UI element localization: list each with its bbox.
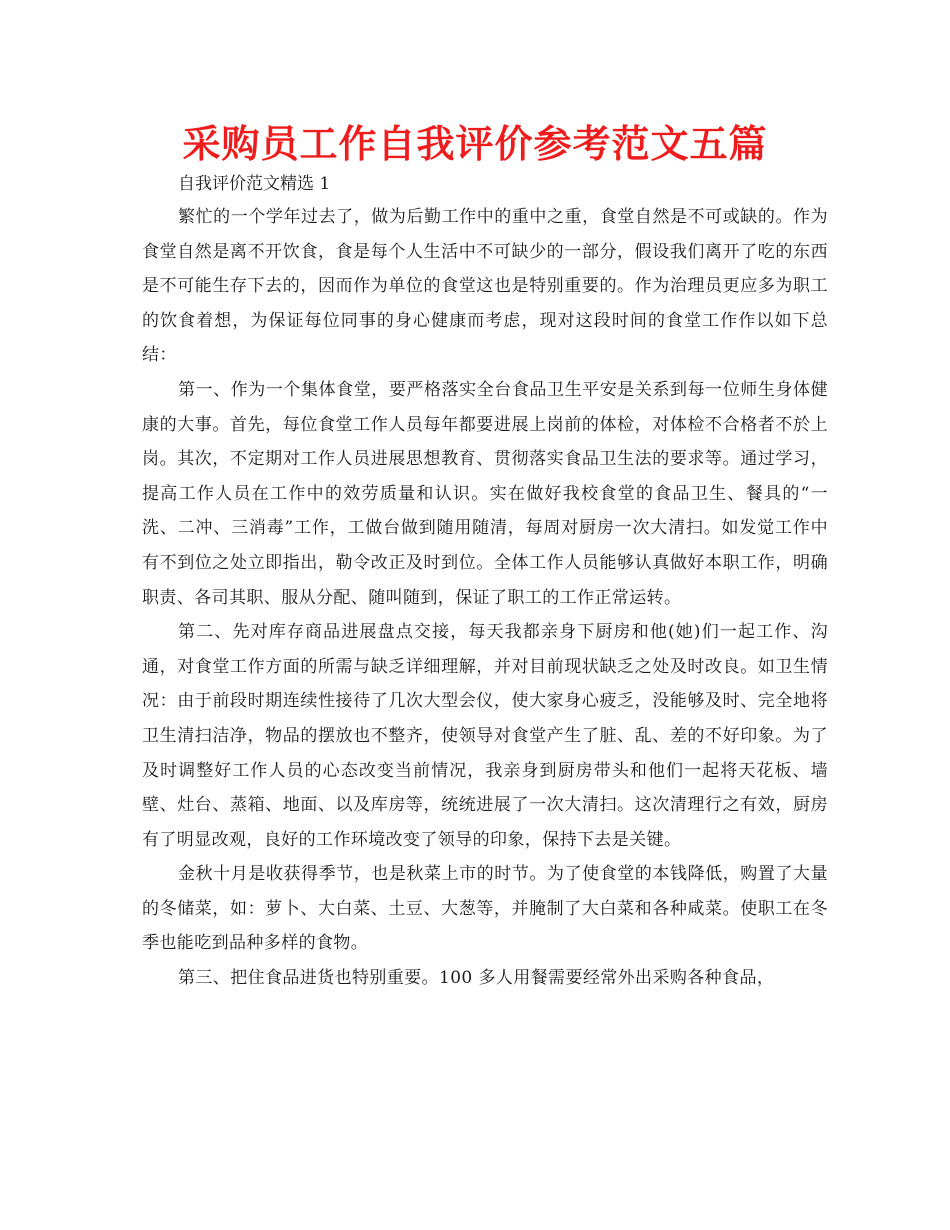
paragraph-second: 第二、先对库存商品进展盘点交接，每天我都亲身下厨房和他(她)们一起工作、沟通，对食堂工作方面的所需与缺乏详细理解，并对目前现状缺乏之处及时改良。如卫生情况：由于前段时期连续性接待了几次大型会仪，使大家身心疲乏，没能够及时、完全地将卫生清扫洁净，物品的摆放也不整齐，使领导对食堂产生了脏、乱、差的不好印象。为了及时调整好工作人员的心态改变当前情况，我亲身到厨房带头和他们一起将天花板、墙壁、灶台、蒸箱、地面、以及库房等，统统进展了一次大清扫。这次清理行之有效，厨房有了明显改观，良好的工作环境改变了领导的印象，保持下去是关键。 — [142, 622, 828, 850]
document-subtitle: 自我评价范文精选 1 — [178, 174, 331, 194]
paragraph-third: 第三、把住食品进货也特别重要。100 多人用餐需要经常外出采购各种食品， — [178, 968, 775, 989]
paragraph-intro: 繁忙的一个学年过去了，做为后勤工作中的重中之重，食堂自然是不可或缺的。作为食堂自然是离不开饮食，食是每个人生活中不可缺少的一部分，假设我们离开了吃的东西是不可能生存下去的，因而作为单位的食堂这也是特别重要的。作为治理员更应多为职工的饮食着想，为保证每位同事的身心健康而考虑，现对这段时间的食堂工作作以如下总结： — [142, 207, 828, 366]
paragraph-autumn: 金秋十月是收获得季节，也是秋菜上市的时节。为了使食堂的本钱降低，购置了大量的冬储菜，如：萝卜、大白菜、土豆、大葱等，并腌制了大白菜和各种咸菜。使职工在冬季也能吃到品种多样的食物。 — [142, 864, 828, 954]
document-body — [142, 200, 828, 996]
document-title: 采购员工作自我评价参考范文五篇 — [182, 122, 768, 166]
paragraph-first: 第一、作为一个集体食堂，要严格落实全台食品卫生平安是关系到每一位师生身体健康的大事。首先，每位食堂工作人员每年都要进展上岗前的体检，对体检不合格者不於上岗。其次，不定期对工作人员进展思想教育、贯彻落实食品卫生法的要求等。通过学习，提高工作人员在工作中的效劳质量和认识。实在做好我校食堂的食品卫生、餐具的“一洗、二冲、三消毒”工作，工做台做到随用随清，每周对厨房一次大清扫。如发觉工作中有不到位之处立即指出，勒令改正及时到位。全体工作人员能够认真做好本职工作，明确职责、各司其职、服从分配、随叫随到，保证了职工的工作正常运转。 — [142, 379, 828, 608]
